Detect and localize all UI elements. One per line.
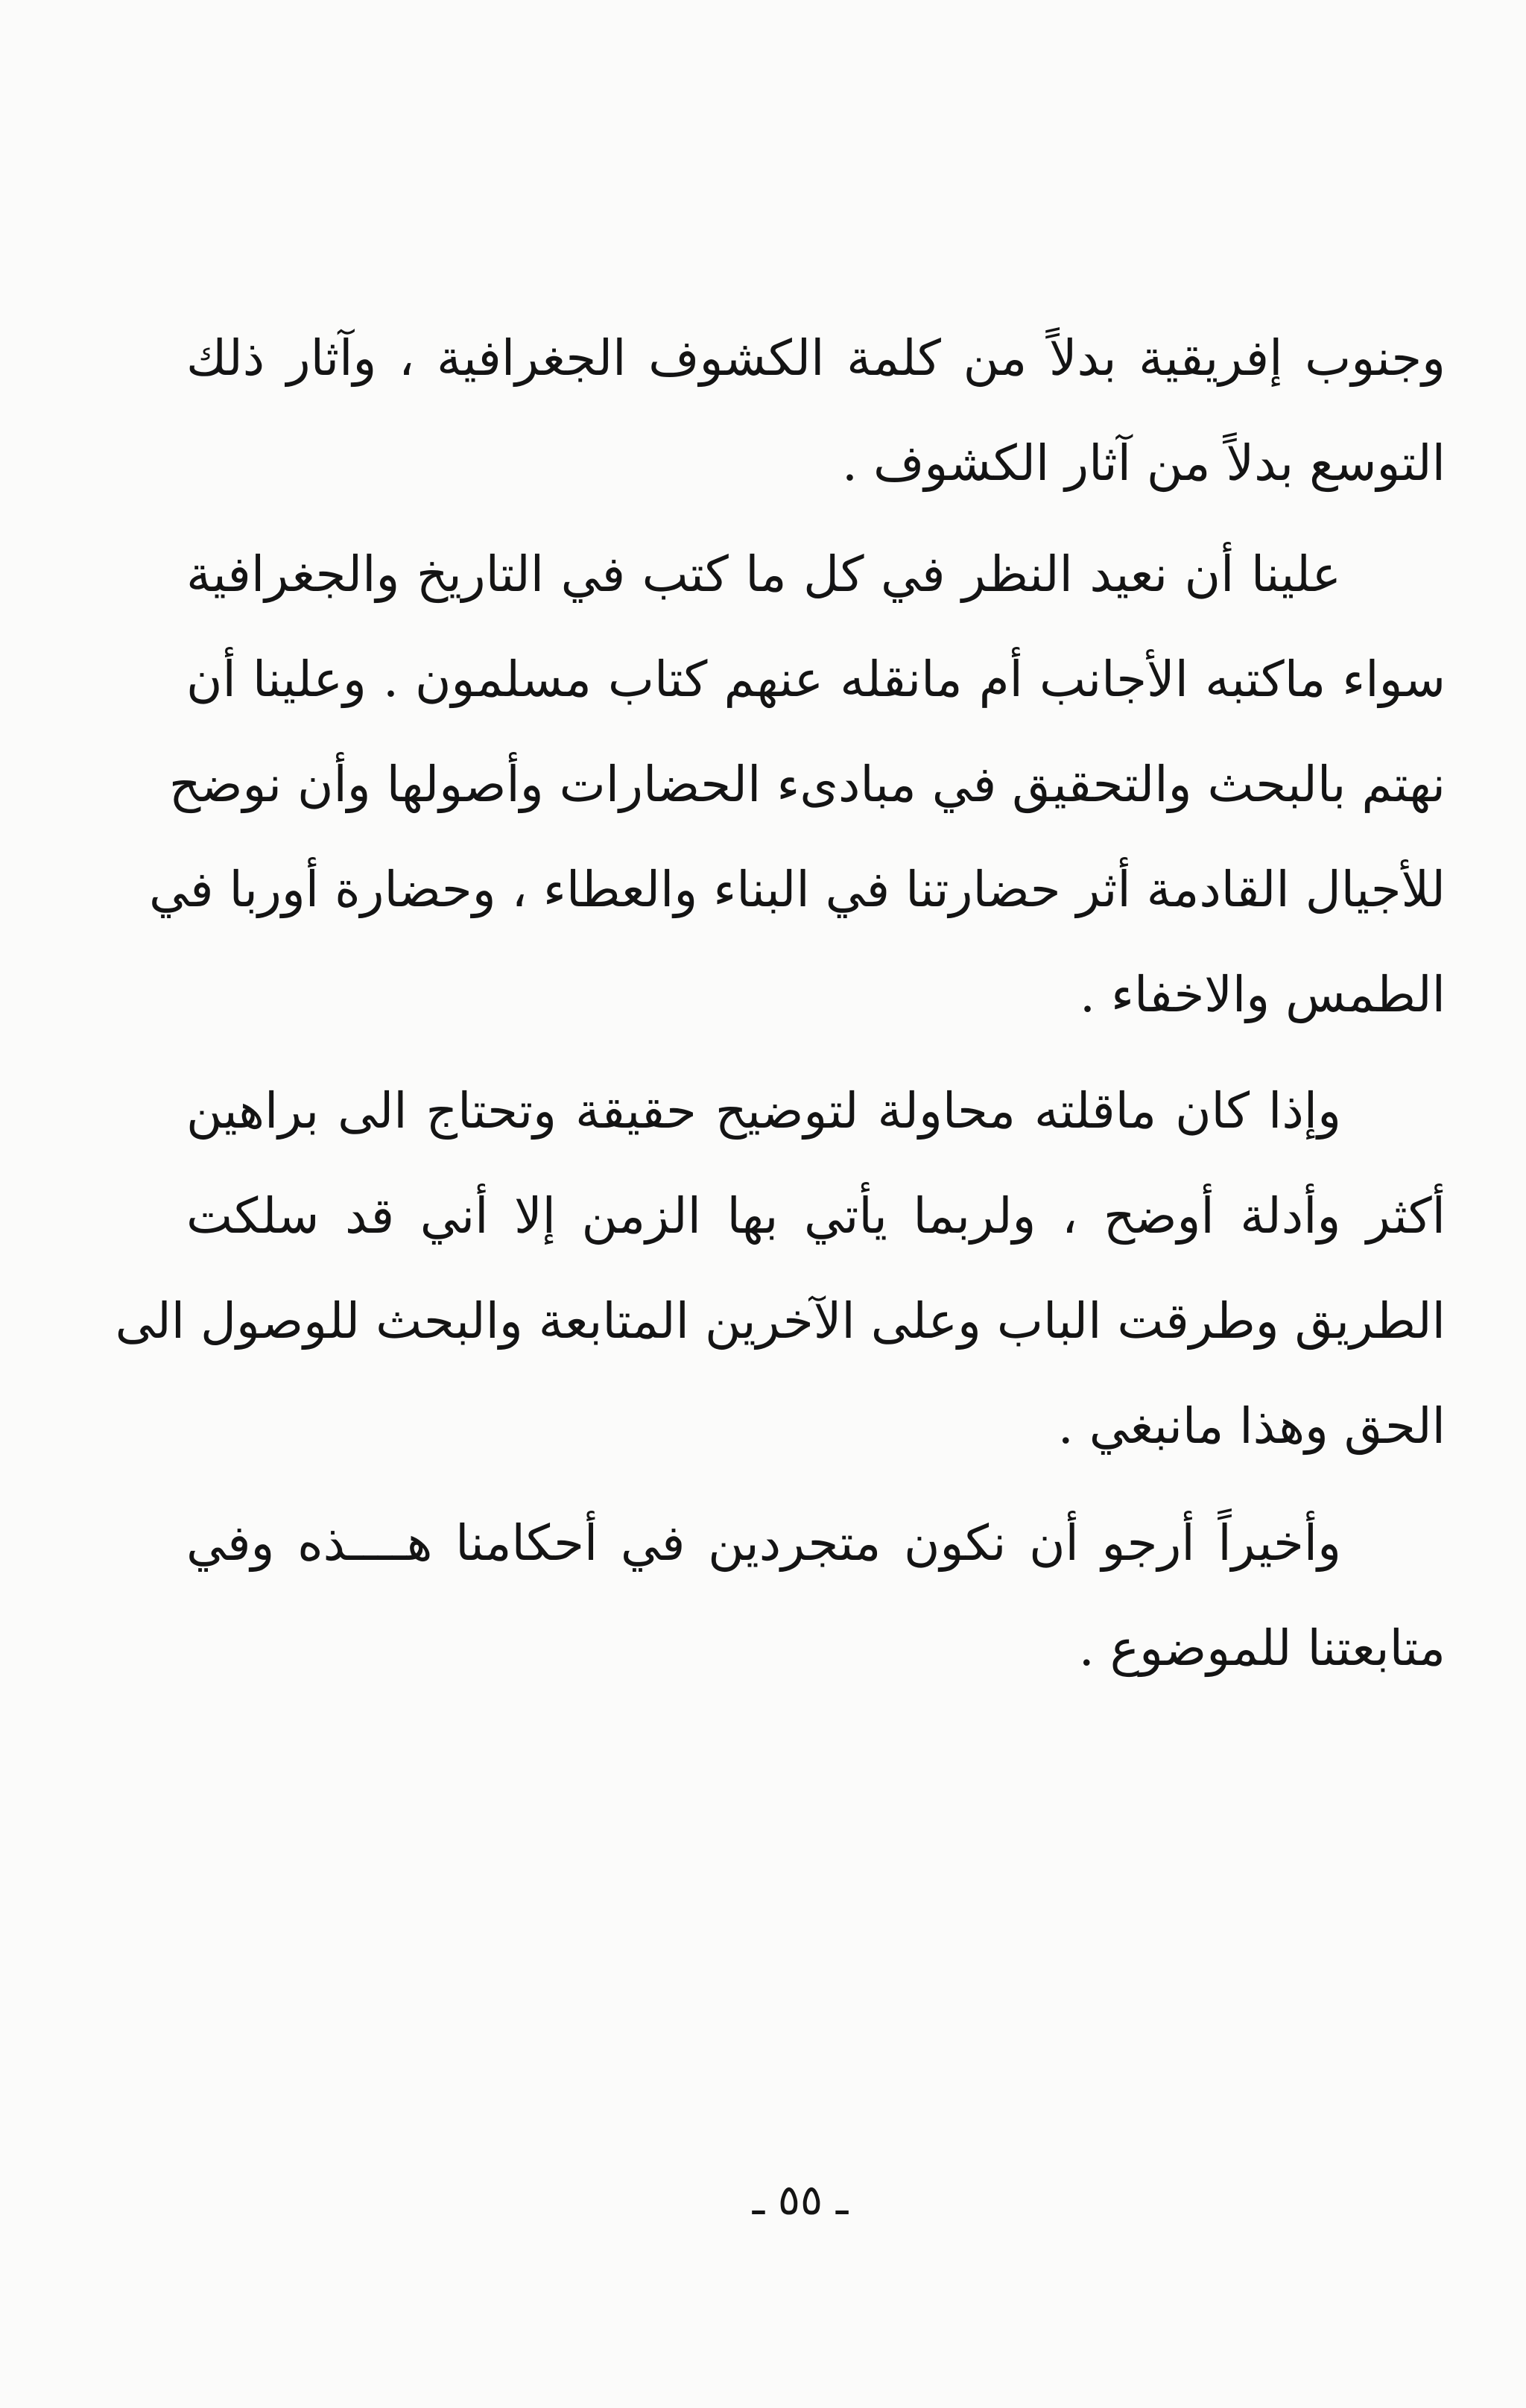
text-line: سواء ماكتبه الأجانب أم مانقله عنهم كتاب مسلمون . وعلينا أن	[186, 651, 1446, 708]
text-line: نهتم بالبحث والتحقيق في مبادىء الحضارات وأصولها وأن نوضح	[168, 756, 1446, 813]
text-line: التوسع بدلاً من آثار الكشوف .	[842, 434, 1446, 492]
text-line: الطريق وطرقت الباب وعلى الآخرين المتابعة والبحث للوصول الى	[115, 1292, 1446, 1350]
text-line: أكثر وأدلة أوضح ، ولربما يأتي بها الزمن إلا أني قد سلكت	[186, 1187, 1446, 1245]
paragraph-4	[186, 1491, 1446, 1701]
text-line: علينا أن نعيد النظر في كل ما كتب في التاريخ والجغرافية	[186, 546, 1341, 603]
text-line: وأخيراً أرجو أن نكون متجردين في أحكامنا هــــذه وفي	[186, 1514, 1341, 1572]
paragraph-1	[186, 306, 1446, 516]
text-line: للأجيال القادمة أثر حضارتنا في البناء والعطاء ، وحضارة أوربا في	[149, 861, 1446, 918]
page-number: ـ ٥٥ ـ	[752, 2176, 849, 2225]
text-line: وجنوب إفريقية بدلاً من كلمة الكشوف الجغرافية ، وآثار ذلك	[186, 329, 1446, 387]
text-line: متابعتنا للموضوع .	[1078, 1619, 1446, 1677]
paragraph-2	[149, 522, 1446, 1047]
text-line: الطمس والاخفاء .	[1079, 966, 1446, 1023]
text-line: وإذا كان ماقلته محاولة لتوضيح حقيقة وتحتاج الى براهين	[186, 1082, 1341, 1140]
text-line: الحق وهذا مانبغي .	[1057, 1397, 1446, 1455]
paragraph-3	[115, 1058, 1446, 1479]
